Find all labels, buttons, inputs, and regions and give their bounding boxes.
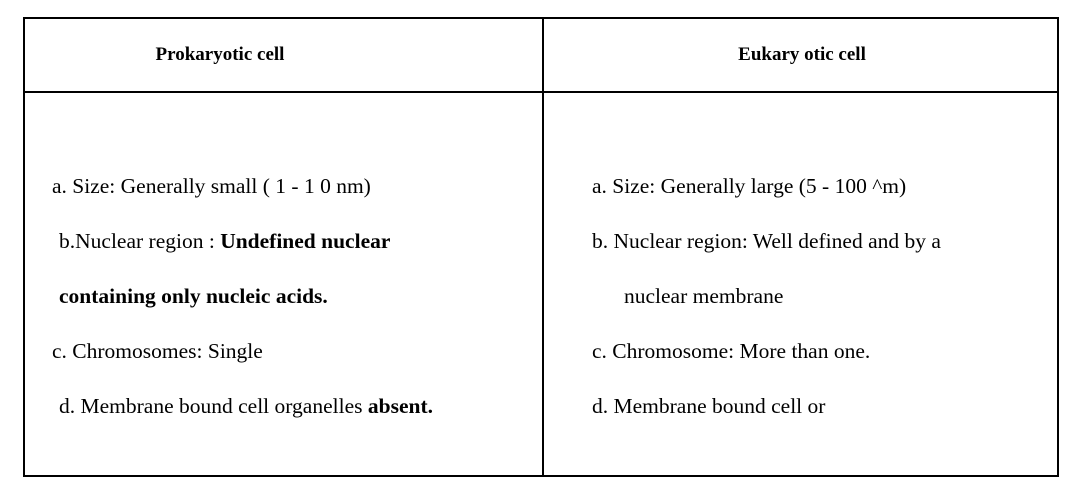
- header-eukaryotic-label: Eukary otic cell: [738, 44, 866, 65]
- prokaryotic-membrane-prefix: d. Membrane bound cell organelles: [59, 394, 368, 418]
- header-prokaryotic-label: Prokaryotic cell: [155, 44, 285, 65]
- prokaryotic-membrane-bold: absent.: [367, 394, 433, 418]
- prokaryotic-nuclear-region: [59, 231, 390, 253]
- comparison-table: [23, 17, 1059, 477]
- eukaryotic-nuclear-region: b. Nuclear region: Well defined and by a: [592, 229, 941, 253]
- eukaryotic-membrane: d. Membrane bound cell or: [592, 394, 826, 418]
- prokaryotic-membrane: [59, 396, 433, 418]
- prokaryotic-nuclear-region-cont: [59, 286, 328, 308]
- eukaryotic-nuclear-region-cont: nuclear membrane: [624, 284, 784, 308]
- prokaryotic-nuclear-bold-2: containing only nucleic acids.: [59, 284, 328, 308]
- prokaryotic-nuclear-prefix: b.Nuclear region :: [59, 229, 221, 253]
- eukaryotic-size: a. Size: Generally large (5 - 100 ^m): [592, 174, 907, 198]
- header-row-divider: [25, 91, 1057, 93]
- prokaryotic-nuclear-bold-1: Undefined nuclear: [220, 229, 391, 253]
- prokaryotic-chromosomes: c. Chromosomes: Single: [52, 339, 263, 363]
- prokaryotic-size: a. Size: Generally small ( 1 - 1 0 nm): [52, 174, 371, 198]
- header-prokaryotic: [25, 19, 415, 91]
- eukaryotic-chromosome: c. Chromosome: More than one.: [592, 339, 871, 363]
- header-eukaryotic: [544, 19, 1075, 91]
